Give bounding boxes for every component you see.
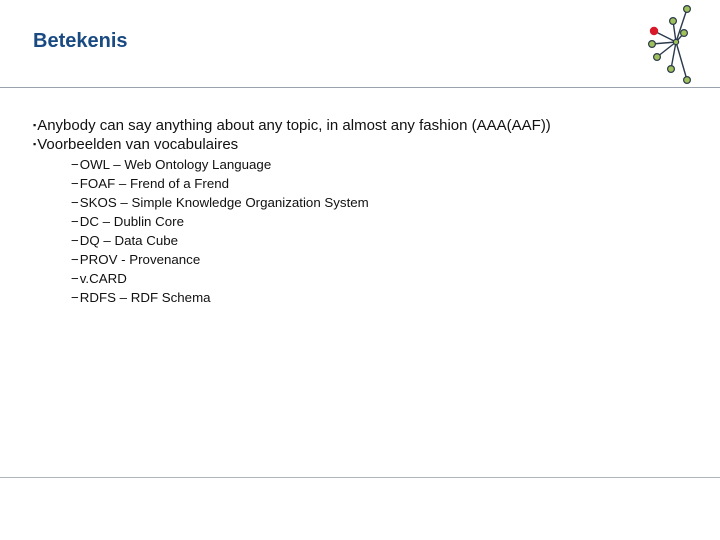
bullet-item xyxy=(33,116,703,135)
bullet-marker: ▪ xyxy=(33,139,37,149)
slide-title: Betekenis xyxy=(33,30,128,52)
header-divider xyxy=(0,87,720,88)
slide-body xyxy=(33,116,703,307)
list-item: −OWL – Web Ontology Language xyxy=(71,157,272,172)
bullet-text: Anybody can say anything about any topic, in almost any fashion (AAA(AAF)) xyxy=(37,117,551,134)
list-item: −DQ – Data Cube xyxy=(71,233,179,248)
list-item: −v.CARD xyxy=(71,271,127,286)
network-graph-icon xyxy=(640,2,696,86)
vocabulary-list xyxy=(71,155,703,307)
bullet-marker: ▪ xyxy=(33,120,37,130)
list-item: −PROV - Provenance xyxy=(71,252,201,267)
list-item: −RDFS – RDF Schema xyxy=(71,290,211,305)
list-item: −SKOS – Simple Knowledge Organization System xyxy=(71,195,369,210)
list-item: −DC – Dublin Core xyxy=(71,214,184,229)
footer-divider xyxy=(0,477,720,478)
bullet-text: Voorbeelden van vocabulaires xyxy=(37,136,239,153)
list-item: −FOAF – Frend of a Frend xyxy=(71,176,230,191)
bullet-item xyxy=(33,135,703,154)
